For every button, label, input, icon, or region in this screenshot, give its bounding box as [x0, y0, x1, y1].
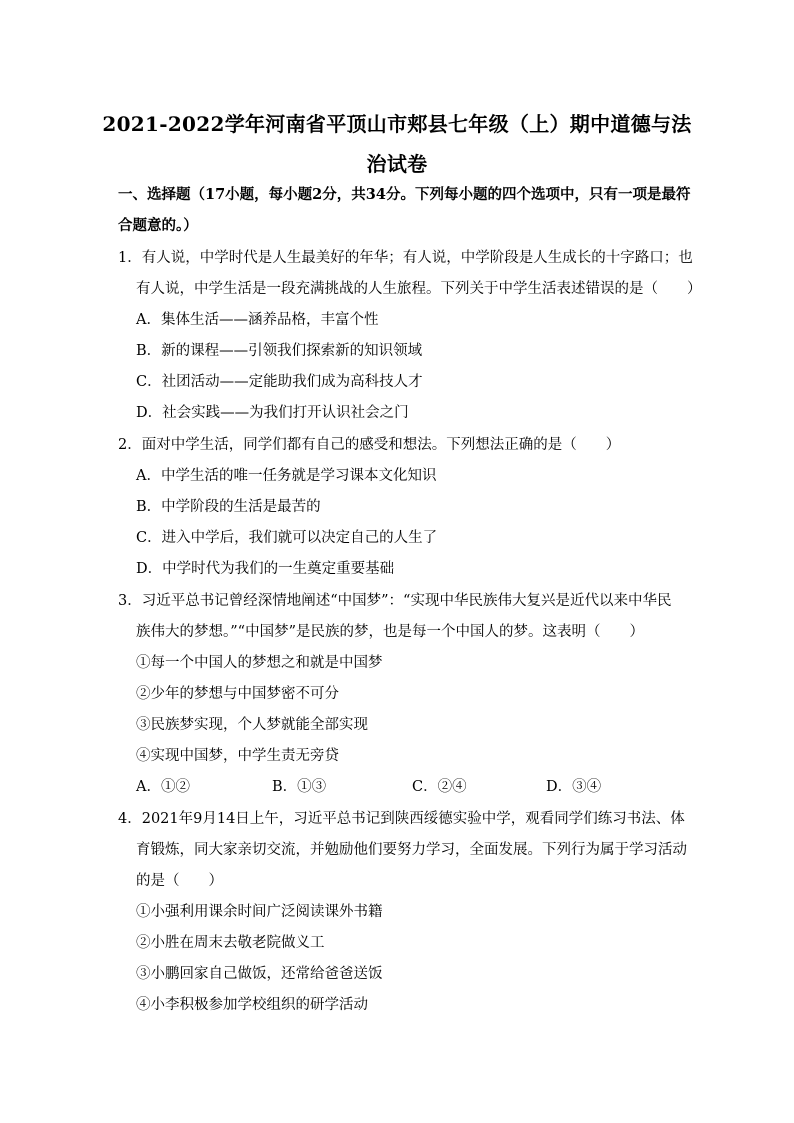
- question-2-option-b: B．中学阶段的生活是最苦的: [136, 499, 321, 515]
- question-3-choice-b: B．①③: [272, 779, 327, 795]
- question-3-stem-line-2: 族伟大的梦想。”“中国梦”是民族的梦，也是每一个中国人的梦。这表明（ ）: [136, 624, 644, 640]
- question-3-item-2: ②少年的梦想与中国梦密不可分: [136, 686, 339, 702]
- section-heading-line-1: 一、选择题（17小题，每小题2分，共34分。下列每小题的四个选项中，只有一项是最符: [118, 186, 691, 203]
- question-3-stem-line-1: 3．习近平总书记曾经深情地阐述“中国梦”：“实现中华民族伟大复兴是近代以来中华民: [118, 593, 672, 609]
- title-line-2: 治试卷: [366, 152, 428, 176]
- question-4-item-2: ②小胜在周末去敬老院做义工: [136, 935, 325, 951]
- question-3-choice-c: C．②④: [412, 779, 467, 795]
- question-3-choice-a: A．①②: [136, 779, 190, 795]
- question-1-option-c: C．社团活动——定能助我们成为高科技人才: [136, 374, 423, 390]
- question-4-item-3: ③小鹏回家自己做饭，还常给爸爸送饭: [136, 966, 383, 982]
- question-1-option-d: D．社会实践——为我们打开认识社会之门: [136, 405, 409, 421]
- question-2-option-d: D．中学时代为我们的一生奠定重要基础: [136, 561, 395, 577]
- question-1-stem-line-1: 1．有人说，中学时代是人生最美好的年华；有人说，中学阶段是人生成长的十字路口；也: [118, 250, 693, 266]
- question-1-option-a: A．集体生活——涵养品格，丰富个性: [136, 312, 379, 328]
- question-3-choice-d: D．③④: [546, 779, 602, 795]
- question-3-choices: [136, 777, 676, 797]
- question-3-item-1: ①每一个中国人的梦想之和就是中国梦: [136, 655, 383, 671]
- question-4-item-4: ④小李积极参加学校组织的研学活动: [136, 997, 368, 1013]
- question-4-stem-line-2: 育锻炼，同大家亲切交流，并勉励他们要努力学习，全面发展。下列行为属于学习活动: [136, 842, 687, 858]
- question-3-item-4: ④实现中国梦，中学生责无旁贷: [136, 748, 339, 764]
- question-2-option-c: C．进入中学后，我们就可以决定自己的人生了: [136, 530, 438, 546]
- question-2-stem-line-1: 2．面对中学生活，同学们都有自己的感受和想法。下列想法正确的是（ ）: [118, 437, 621, 453]
- question-3-item-3: ③民族梦实现，个人梦就能全部实现: [136, 717, 368, 733]
- question-4-item-1: ①小强利用课余时间广泛阅读课外书籍: [136, 904, 383, 920]
- page-title: [100, 104, 694, 184]
- question-1-stem-line-2: 有人说，中学生活是一段充满挑战的人生旅程。下列关于中学生活表述错误的是（ ）: [136, 281, 702, 297]
- title-line-1: 2021-2022学年河南省平顶山市郏县七年级（上）期中道德与法: [102, 112, 692, 136]
- question-4-stem-line-1: 4．2021年9月14日上午，习近平总书记到陕西绥德实验中学，观看同学们练习书法、体: [118, 811, 685, 827]
- section-heading-line-2: 合题意的。）: [118, 217, 198, 234]
- question-1-option-b: B．新的课程——引领我们探索新的知识领域: [136, 343, 423, 359]
- question-4-stem-line-3: 的是（ ）: [136, 873, 223, 889]
- question-2-option-a: A．中学生活的唯一任务就是学习课本文化知识: [136, 468, 437, 484]
